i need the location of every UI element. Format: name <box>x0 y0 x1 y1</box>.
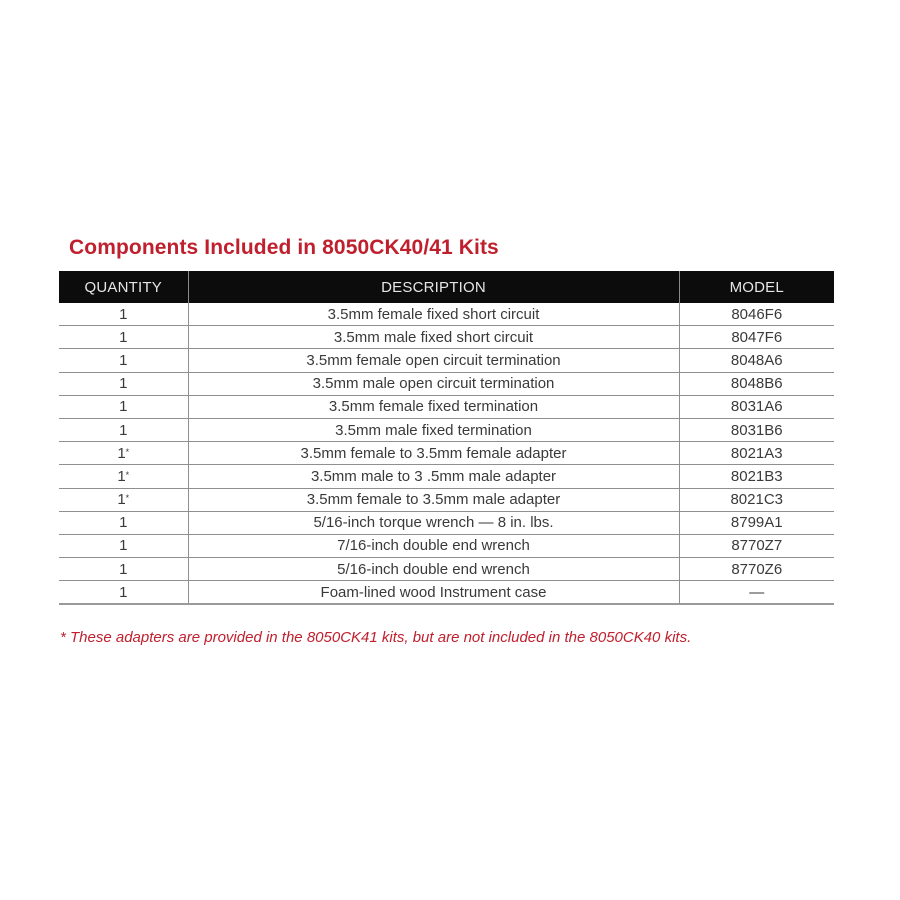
description-cell: Foam-lined wood Instrument case <box>188 581 679 605</box>
model-cell: — <box>679 581 834 605</box>
quantity-value: 1 <box>119 305 128 323</box>
quantity-cell <box>59 372 188 395</box>
quantity-value: 1 <box>119 583 128 601</box>
quantity-cell <box>59 442 188 465</box>
table-body <box>59 303 834 604</box>
header-quantity: QUANTITY <box>59 271 188 303</box>
description-cell: 3.5mm female open circuit termination <box>188 349 679 372</box>
model-cell: 8046F6 <box>679 303 834 326</box>
model-cell: 8021B3 <box>679 465 834 488</box>
description-cell: 3.5mm female fixed short circuit <box>188 303 679 326</box>
footnote-marker: * <box>125 446 130 457</box>
description-cell: 5/16-inch torque wrench — 8 in. lbs. <box>188 511 679 534</box>
model-cell: 8047F6 <box>679 326 834 349</box>
model-cell: 8031A6 <box>679 395 834 418</box>
table-row <box>59 558 834 581</box>
quantity-value: 1 <box>117 491 126 509</box>
header-model: MODEL <box>679 271 834 303</box>
model-cell: 8770Z7 <box>679 534 834 557</box>
model-cell: 8048A6 <box>679 349 834 372</box>
table-title: Components Included in 8050CK40/41 Kits <box>69 236 499 259</box>
footnote-marker: * <box>125 493 130 504</box>
header-description: DESCRIPTION <box>188 271 679 303</box>
description-cell: 3.5mm male open circuit termination <box>188 372 679 395</box>
table-header <box>59 271 834 303</box>
description-cell: 7/16-inch double end wrench <box>188 534 679 557</box>
table-row <box>59 395 834 418</box>
model-cell: 8770Z6 <box>679 558 834 581</box>
quantity-cell <box>59 349 188 372</box>
table-row <box>59 303 834 326</box>
description-cell: 3.5mm female to 3.5mm female adapter <box>188 442 679 465</box>
quantity-cell <box>59 534 188 557</box>
description-cell: 3.5mm female to 3.5mm male adapter <box>188 488 679 511</box>
quantity-cell <box>59 303 188 326</box>
model-cell: 8799A1 <box>679 511 834 534</box>
quantity-cell <box>59 418 188 441</box>
quantity-value: 1 <box>119 328 128 346</box>
table-row <box>59 534 834 557</box>
table-row <box>59 442 834 465</box>
components-table <box>59 271 834 605</box>
description-cell: 3.5mm male fixed termination <box>188 418 679 441</box>
quantity-cell <box>59 488 188 511</box>
description-cell: 3.5mm female fixed termination <box>188 395 679 418</box>
table-row <box>59 349 834 372</box>
quantity-value: 1 <box>117 467 126 485</box>
quantity-value: 1 <box>119 537 128 555</box>
description-cell: 5/16-inch double end wrench <box>188 558 679 581</box>
model-cell: 8021C3 <box>679 488 834 511</box>
quantity-value: 1 <box>119 398 128 416</box>
quantity-value: 1 <box>119 421 128 439</box>
quantity-value: 1 <box>119 514 128 532</box>
table-row <box>59 511 834 534</box>
footnote: * These adapters are provided in the 8050CK41 kits, but are not included in the 8050CK40 kits. <box>60 629 692 646</box>
quantity-value: 1 <box>119 375 128 393</box>
table-row <box>59 372 834 395</box>
table-row <box>59 488 834 511</box>
table-row <box>59 581 834 605</box>
quantity-cell <box>59 558 188 581</box>
model-cell: 8031B6 <box>679 418 834 441</box>
quantity-cell <box>59 511 188 534</box>
footnote-marker: * <box>125 469 130 480</box>
quantity-cell <box>59 465 188 488</box>
header-row <box>59 271 834 303</box>
quantity-value: 1 <box>119 560 128 578</box>
description-cell: 3.5mm male to 3 .5mm male adapter <box>188 465 679 488</box>
table-row <box>59 418 834 441</box>
quantity-value: 1 <box>119 351 128 369</box>
quantity-cell <box>59 581 188 605</box>
quantity-cell <box>59 395 188 418</box>
model-cell: 8048B6 <box>679 372 834 395</box>
table-row <box>59 326 834 349</box>
quantity-cell <box>59 326 188 349</box>
quantity-value: 1 <box>117 444 126 462</box>
table-row <box>59 465 834 488</box>
description-cell: 3.5mm male fixed short circuit <box>188 326 679 349</box>
model-cell: 8021A3 <box>679 442 834 465</box>
